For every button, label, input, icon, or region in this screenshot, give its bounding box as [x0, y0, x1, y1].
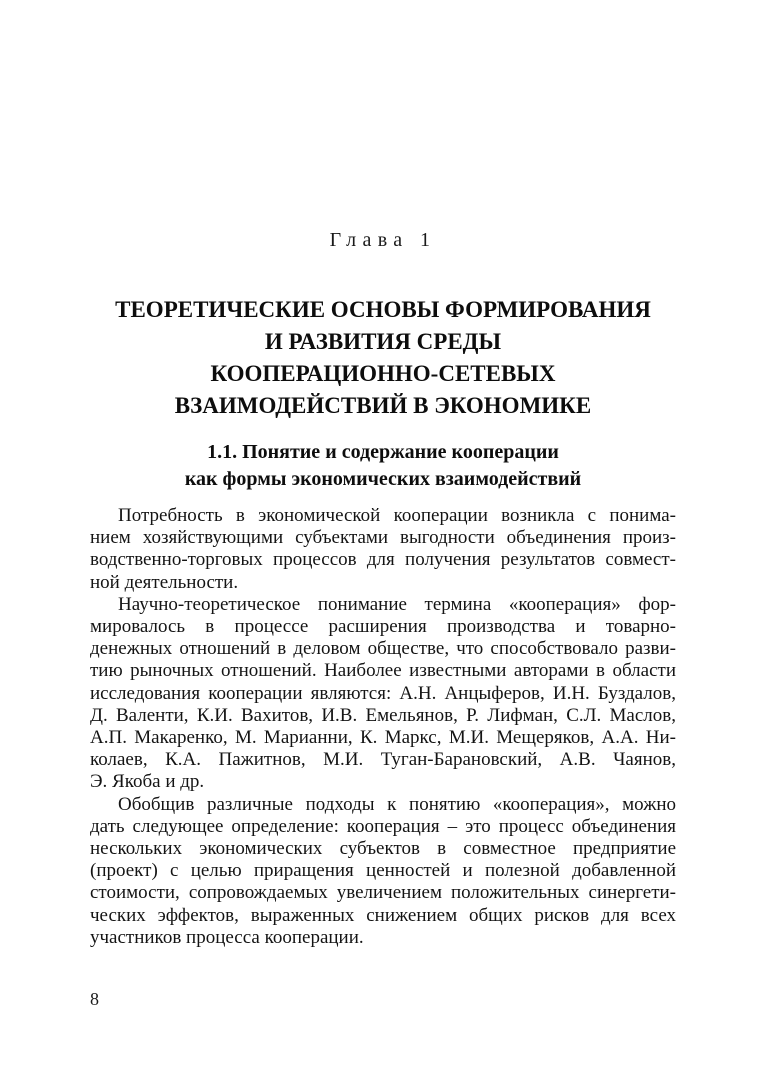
section-subtitle-line: как формы экономических взаимодействий — [184, 468, 582, 490]
text-line: ной деятельности. — [90, 571, 239, 593]
chapter-label: Глава 1 — [329, 229, 437, 251]
text-line: нескольких экономических субъектов в совместное предприятие — [90, 838, 676, 860]
text-line: денежных отношений в деловом обществе, что способствовало разви- — [90, 638, 676, 660]
text-line: исследования кооперации являются: А.Н. Анцыферов, И.Н. Буздалов, — [90, 682, 676, 704]
text-line: Э. Якоба и др. — [90, 771, 205, 793]
text-line: мировалось в процессе расширения производства и товарно- — [90, 616, 676, 638]
text-line: (проект) с целью приращения ценностей и полезной добавленной — [90, 860, 676, 882]
chapter-title-line: КООПЕРАЦИОННО-СЕТЕВЫХ — [210, 361, 556, 386]
paragraph — [90, 794, 676, 949]
text-line: нием хозяйствующими субъектами выгодности объединения произ- — [90, 527, 676, 549]
paragraph — [90, 505, 676, 594]
text-line: ческих эффектов, выраженных снижением общих рисков для всех — [90, 904, 676, 926]
text-line: А.П. Макаренко, М. Марианни, К. Маркс, М.И. Мещеряков, А.А. Ни- — [90, 727, 676, 749]
text-line: стоимости, сопровождаемых увеличением положительных синергети- — [90, 882, 676, 904]
page-number: 8 — [90, 989, 99, 1009]
section-subtitle-line: 1.1. Понятие и содержание кооперации — [207, 441, 559, 463]
chapter-title-line: ВЗАИМОДЕЙСТВИЙ В ЭКОНОМИКЕ — [174, 393, 592, 418]
chapter-title-line: И РАЗВИТИЯ СРЕДЫ — [264, 329, 502, 354]
chapter-title-line: ТЕОРЕТИЧЕСКИЕ ОСНОВЫ ФОРМИРОВАНИЯ — [115, 297, 651, 322]
text-line: дать следующее определение: кооперация – это процесс объединения — [90, 815, 676, 837]
text-line: Д. Валенти, К.И. Вахитов, И.В. Емельянов, Р. Лифман, С.Л. Маслов, — [90, 704, 676, 726]
text-line: Обобщив различные подходы к понятию «кооперация», можно — [118, 793, 676, 815]
text-line: Потребность в экономической кооперации возникла с понима- — [118, 505, 676, 526]
text-line: участников процесса кооперации. — [90, 926, 364, 948]
text-line: тию рыночных отношений. Наиболее известными авторами в области — [90, 660, 676, 682]
text-line: водственно-торговых процессов для получения результатов совмест- — [90, 549, 676, 571]
chapter-title — [90, 294, 676, 422]
body-text — [90, 505, 676, 949]
text-line: Научно-теоретическое понимание термина «кооперация» фор- — [118, 593, 676, 615]
section-subtitle — [90, 439, 676, 493]
text-line: колаев, К.А. Пажитнов, М.И. Туган-Барановский, А.В. Чаянов, — [90, 749, 676, 771]
paragraph — [90, 594, 676, 794]
